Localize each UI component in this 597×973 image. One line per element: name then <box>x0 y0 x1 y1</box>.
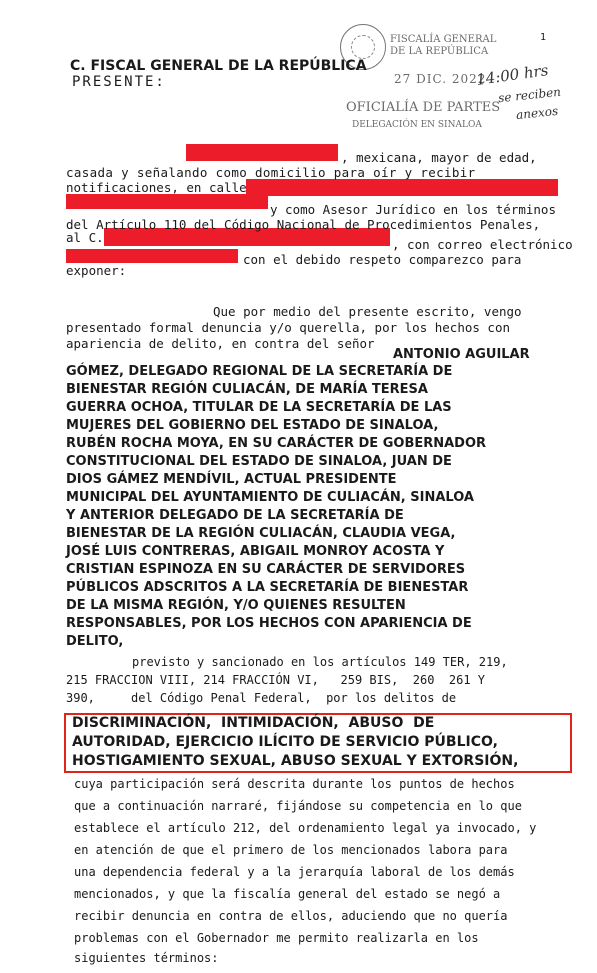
closing-line: problemas con el Gobernador me permito realizarla en los <box>74 931 479 945</box>
closing-line: una dependencia federal y a la jerarquía laboral de los demás <box>74 865 515 879</box>
body-line: apariencia de delito, en contra del señor <box>66 336 375 351</box>
accused-line: CONSTITUCIONAL DEL ESTADO DE SINALOA, JUAN DE <box>66 454 452 469</box>
accused-line: MUNICIPAL DEL AYUNTAMIENTO DE CULIACÁN, SINALOA <box>66 490 474 505</box>
handwritten-time: 14:00 hrs <box>475 61 550 89</box>
closing-line: mencionados, y que la fiscalía general del estado se negó a <box>74 887 501 901</box>
accused-line: ANTONIO AGUILAR <box>393 347 530 362</box>
body-line: previsto y sancionado en los artículos 149 TER, 219, <box>132 655 508 669</box>
accused-line: BIENESTAR DE LA REGIÓN CULIACÁN, CLAUDIA VEGA, <box>66 526 456 541</box>
crime-line: HOSTIGAMIENTO SEXUAL, ABUSO SEXUAL Y EXTORSIÓN, <box>72 753 519 769</box>
stamp-delegation: DELEGACIÓN EN SINALOA <box>352 120 482 130</box>
crime-line: AUTORIDAD, EJERCICIO ILÍCITO DE SERVICIO PÚBLICO, <box>72 734 498 750</box>
redaction-bar <box>246 179 558 196</box>
page-number: 1 <box>540 32 547 43</box>
intro-line: , mexicana, mayor de edad, <box>341 150 537 165</box>
closing-line: recibir denuncia en contra de ellos, aduciendo que no quería <box>74 909 508 923</box>
closing-line: establece el artículo 212, del ordenamiento legal ya invocado, y <box>74 821 537 835</box>
redaction-bar <box>186 144 338 161</box>
intro-line: del Artículo 110 del Código Nacional de Procedimientos Penales, <box>66 217 541 232</box>
accused-line: DELITO, <box>66 634 124 649</box>
accused-line: CRISTIAN ESPINOZA EN SU CARÁCTER DE SERVIDORES <box>66 562 466 577</box>
intro-line: al C. <box>66 230 104 245</box>
crime-line: DISCRIMINACIÓN, INTIMIDACIÓN, ABUSO DE <box>72 715 435 731</box>
accused-line: DIOS GÁMEZ MENDÍVIL, ACTUAL PRESIDENTE <box>66 472 397 487</box>
intro-line: casada y señalando como domicilio para oír y recibir <box>66 165 476 180</box>
body-line: presentado formal denuncia y/o querella, por los hechos con <box>66 320 511 335</box>
body-line: 390, del Código Penal Federal, por los delitos de <box>66 691 457 705</box>
intro-line: y como Asesor Jurídico en los términos <box>270 202 556 217</box>
closing-line: cuya participación será descrita durante los puntos de hechos <box>74 777 515 791</box>
stamp-line2: DE LA REPÚBLICA <box>390 46 489 57</box>
redaction-bar <box>66 194 268 209</box>
accused-line: RUBÉN ROCHA MOYA, EN SU CARÁCTER DE GOBERNADOR <box>66 436 487 451</box>
accused-line: GÓMEZ, DELEGADO REGIONAL DE LA SECRETARÍA DE <box>66 364 453 379</box>
intro-line: notificaciones, en calle <box>66 180 247 195</box>
accused-line: GUERRA OCHOA, TITULAR DE LA SECRETARÍA DE LAS <box>66 400 452 415</box>
redaction-bar <box>66 249 238 263</box>
stamp-line1: FISCALÍA GENERAL <box>390 34 497 45</box>
accused-line: DE LA MISMA REGIÓN, Y/O QUIENES RESULTEN <box>66 598 406 613</box>
intro-line: , con correo electrónico <box>392 237 573 252</box>
accused-line: MUJERES DEL GOBIERNO DEL ESTADO DE SINALOA, <box>66 418 439 433</box>
body-line: 215 FRACCION VIII, 214 FRACCIÓN VI, 259 BIS, 260 261 Y <box>66 673 486 687</box>
intro-line: exponer: <box>66 263 127 278</box>
addressee-presente: PRESENTE: <box>72 74 166 90</box>
closing-line: siguientes términos: <box>74 951 219 965</box>
body-line: Que por medio del presente escrito, vengo <box>213 304 522 319</box>
accused-line: JOSÉ LUIS CONTRERAS, ABIGAIL MONROY ACOSTA Y <box>66 544 445 559</box>
accused-line: BIENESTAR REGIÓN CULIACÁN, DE MARÍA TERESA <box>66 382 428 397</box>
stamp-office: OFICIALÍA DE PARTES <box>346 100 501 115</box>
closing-line: en atención de que el primero de los mencionados labora para <box>74 843 508 857</box>
addressee-title: C. FISCAL GENERAL DE LA REPÚBLICA <box>70 58 367 74</box>
accused-line: Y ANTERIOR DELEGADO DE LA SECRETARÍA DE <box>66 508 404 523</box>
handwritten-note-2: anexos <box>515 103 559 123</box>
intro-line: con el debido respeto comparezco para <box>243 252 522 267</box>
stamp-date: 27 DIC. 2022 <box>394 72 487 86</box>
accused-line: PÚBLICOS ADSCRITOS A LA SECRETARÍA DE BIENESTAR <box>66 580 469 595</box>
accused-line: RESPONSABLES, POR LOS HECHOS CON APARIENCIA DE <box>66 616 472 631</box>
handwritten-note-1: se reciben <box>497 84 562 106</box>
closing-line: que a continuación narraré, fijándose su competencia en lo que <box>74 799 522 813</box>
